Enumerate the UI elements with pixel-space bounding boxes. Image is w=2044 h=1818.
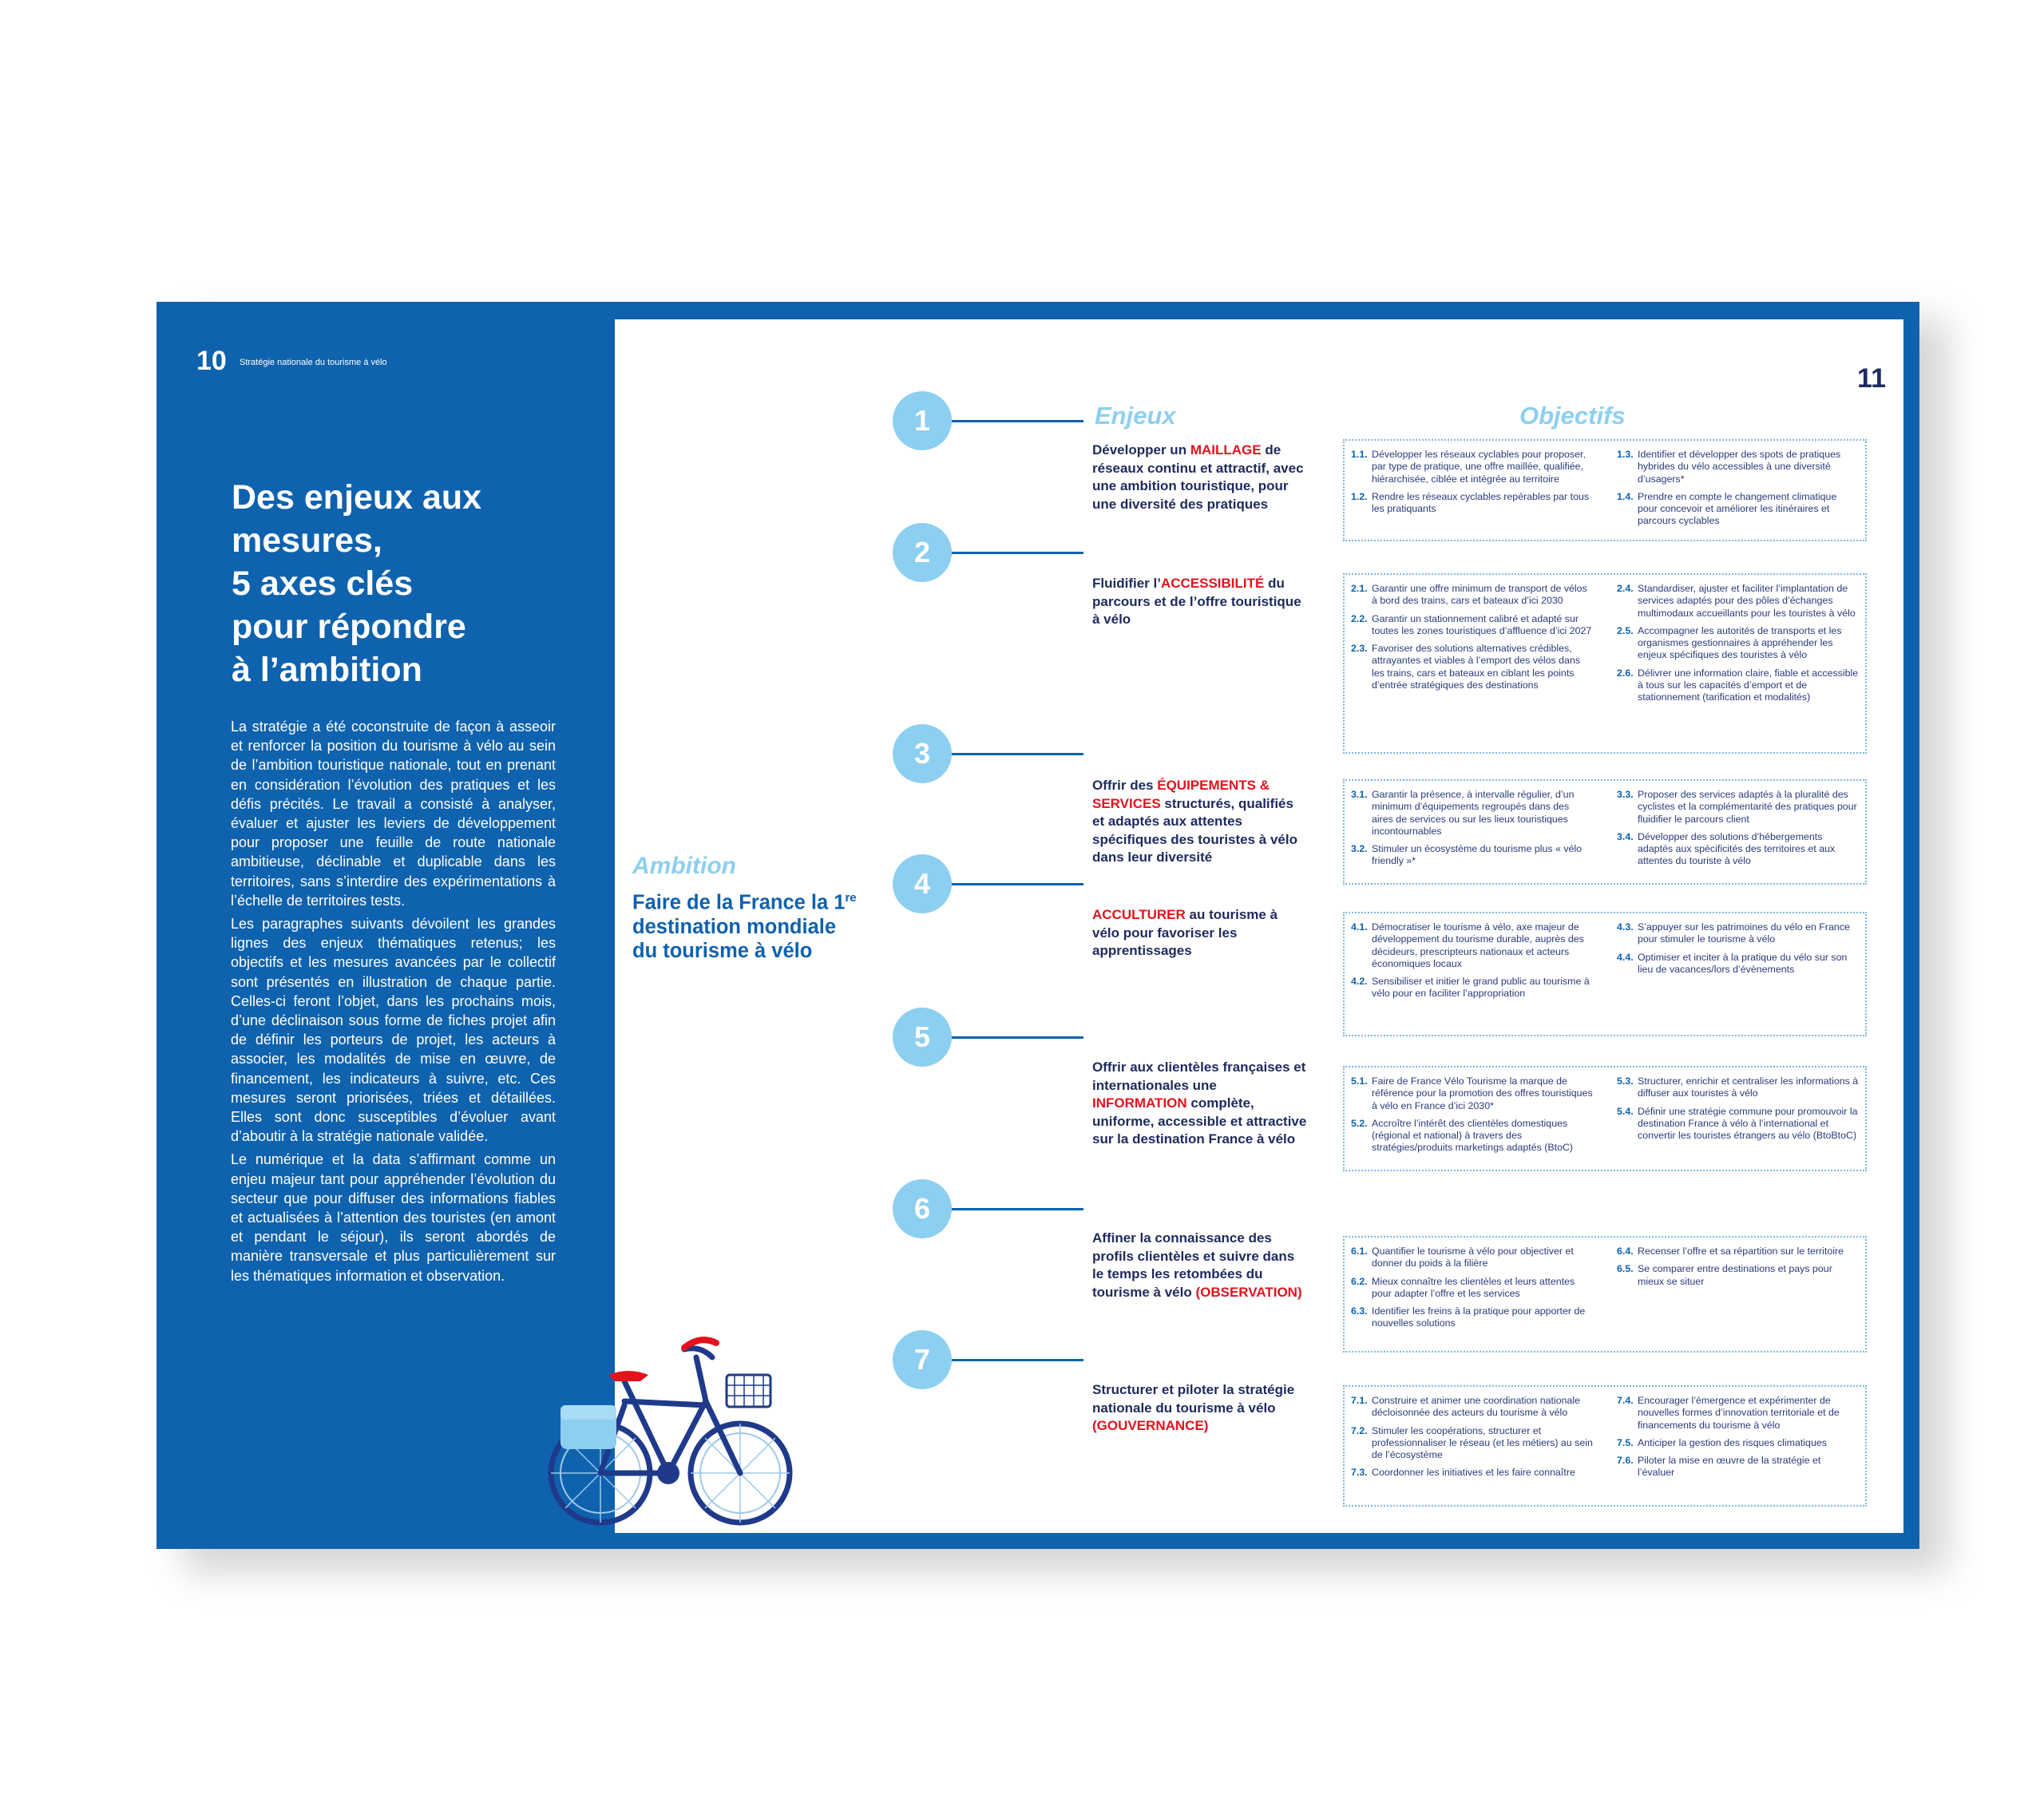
objectifs-column [1617, 789, 1859, 878]
objectifs-column [1617, 1246, 1859, 1346]
objectif-number: 2.3. [1351, 643, 1368, 655]
objectif-item [1351, 1276, 1593, 1301]
ambition-heading: Ambition [632, 853, 736, 879]
enjeu-keyword: (GOUVERNANCE) [1092, 1418, 1209, 1433]
page-title [232, 476, 567, 691]
objectif-text: Démocratiser le tourisme à vélo, axe majeur de développement du tourisme durable, auprès des décideurs, prescripteurs nationaux et acteurs économiques locaux [1372, 921, 1584, 969]
axis-number-circle: 2 [893, 523, 952, 582]
objectif-item [1617, 952, 1859, 976]
enjeu-text-part: Offrir des [1092, 778, 1158, 793]
objectif-text: Identifier et développer des spots de pratiques hybrides du vélo accessibles à une diversité d’usagers* [1638, 449, 1841, 485]
brochure-spread [156, 302, 1919, 1549]
objectif-item [1617, 831, 1859, 868]
objectif-text: Accroître l’intérêt des clientèles domestiques (régional et national) à travers des stratégies/produits marketings adaptés (BtoC) [1372, 1117, 1574, 1154]
axis-number-circle: 6 [893, 1179, 952, 1238]
objectif-item [1351, 1425, 1593, 1462]
objectif-item [1351, 789, 1593, 838]
objectif-text: Construire et animer une coordination nationale décloisonnée des acteurs du tourisme à vélo [1372, 1395, 1581, 1419]
objectif-item [1351, 449, 1593, 485]
objectif-text: Favoriser des solutions alternatives crédibles, attrayantes et viables à l’emport des vélos dans les trains, cars et bateaux en ciblant les points d’entrée stratégiques des destinations [1372, 643, 1581, 691]
objectif-number: 7.1. [1351, 1395, 1368, 1406]
objectif-number: 1.4. [1617, 490, 1634, 502]
axis-connector-line [952, 883, 1083, 885]
objectif-number: 5.3. [1617, 1075, 1634, 1087]
body-text [231, 717, 556, 1289]
objectif-item [1351, 976, 1593, 1000]
axis-number-circle: 4 [893, 854, 952, 913]
objectif-text: Recenser l’offre et sa répartition sur le territoire [1638, 1246, 1844, 1257]
objectif-text: Coordonner les initiatives et les faire connaître [1372, 1467, 1575, 1479]
objectifs-box [1343, 1236, 1867, 1353]
enjeu-text-part: Structurer et piloter la stratégie nationale du tourisme à vélo [1092, 1382, 1295, 1416]
objectif-number: 4.4. [1617, 951, 1634, 963]
enjeu-text [1092, 777, 1308, 867]
objectif-number: 3.2. [1351, 843, 1368, 855]
objectifs-heading: Objectifs [1519, 402, 1626, 430]
objectif-item [1617, 1246, 1859, 1258]
objectif-number: 6.5. [1617, 1263, 1634, 1275]
paragraph: Les paragraphes suivants dévoilent les grandes lignes des enjeux thématiques retenus; les objectifs et les mesures avancées par le collectif sont présentés en illustration de chaque partie. Celles-ci feront l’objet, dans les prochains mois, d’une déclinaison sous forme de fiches projet afin de définir les porteurs de projet, les acteurs à associer, les modalités de mise en œuvre, de financement, les indicateurs à suivre, etc. Ces mesures seront priorisées, triées et détaillées. Elles sont donc susceptibles d’évoluer avant d’aboutir à la stratégie nationale validée. [231, 916, 556, 1145]
objectif-number: 2.1. [1351, 583, 1368, 594]
objectif-text: Développer les réseaux cyclables pour proposer, par type de pratique, une offre maillée, qualifiée, hiérarchisée, ciblée et intégrée au territoire [1372, 449, 1586, 485]
objectif-text: Rendre les réseaux cyclables repérables par tous les pratiquants [1372, 490, 1590, 515]
objectif-text: Encourager l’émergence et expérimenter de nouvelles formes d’innovation territoriale et de financements du tourisme à vélo [1638, 1395, 1840, 1431]
objectif-number: 5.2. [1351, 1117, 1368, 1129]
objectif-text: Développer des solutions d’hébergements adaptés aux spécificités des territoires et aux attentes du touriste à vélo [1638, 830, 1836, 867]
objectifs-column [1617, 449, 1859, 535]
running-title: Stratégie nationale du tourisme à vélo [240, 358, 387, 367]
objectif-number: 1.3. [1617, 449, 1634, 460]
enjeu-text-part: structurés, qualifiés et adaptés aux attentes spécifiques des touristes à vélo dans leur diversité [1092, 795, 1297, 865]
objectif-number: 6.3. [1351, 1305, 1368, 1317]
enjeu-keyword: MAILLAGE [1190, 442, 1262, 457]
objectif-item [1617, 583, 1859, 620]
objectif-number: 1.2. [1351, 490, 1368, 502]
enjeu-text-part: de réseaux continu et attractif, avec une ambition touristique, pour une diversité des pratiques [1092, 442, 1304, 512]
objectif-text: Stimuler un écosystème du tourisme plus « vélo friendly »* [1372, 843, 1583, 867]
objectif-number: 3.4. [1617, 830, 1634, 842]
ambition-text-start: Faire de la France la 1 [632, 891, 846, 914]
objectifs-box [1343, 1385, 1867, 1507]
objectif-number: 7.5. [1617, 1436, 1634, 1448]
ambition-superscript: re [845, 891, 857, 905]
objectif-item [1351, 583, 1593, 608]
objectif-item [1351, 491, 1593, 516]
objectif-text: Stimuler les coopérations, structurer et professionnaliser le réseau (et les métiers) au sein de l’écosystème [1372, 1424, 1593, 1461]
objectif-item [1617, 449, 1859, 485]
objectifs-column [1351, 1246, 1593, 1346]
objectifs-column [1617, 921, 1859, 1030]
objectif-item [1617, 1263, 1859, 1288]
objectif-number: 3.1. [1351, 789, 1368, 800]
objectif-text: Sensibiliser et initier le grand public au tourisme à vélo pour en faciliter l’appropriation [1372, 976, 1590, 1000]
objectifs-box [1343, 912, 1867, 1036]
objectif-text: Garantir une offre minimum de transport de vélos à bord des trains, cars et bateaux d’ici 2030 [1372, 583, 1587, 607]
objectifs-column [1351, 583, 1593, 747]
objectif-number: 2.2. [1351, 612, 1368, 624]
enjeu-text-part: Affiner la connaissance des profils clientèles et suivre dans le temps les retombées du tourisme à vélo [1092, 1230, 1295, 1300]
objectifs-column [1351, 789, 1593, 878]
enjeu-text [1092, 906, 1308, 960]
objectif-item [1351, 1467, 1593, 1479]
objectif-text: Garantir la présence, à intervalle régulier, d’un minimum d’équipements regroupés dans des aires de services ou sur les lieux touristiques incontournables [1372, 789, 1575, 837]
ambition-text-end: destination mondiale du tourisme à vélo [632, 915, 837, 962]
enjeux-heading: Enjeux [1095, 402, 1176, 430]
objectif-item [1617, 1455, 1859, 1479]
objectif-number: 3.3. [1617, 789, 1634, 800]
paragraph: La stratégie a été coconstruite de façon à asseoir et renforcer la position du tourisme à vélo au sein de l’ambition touristique nationale, tout en prenant en considération l’évolution des pratiques et les défis précités. Le travail a consisté à analyser, évaluer et ajuster les leviers de développement pour proposer une feuille de route nationale ambitieuse, déclinable et duplicable dans les territoires, sans s’interdire des expérimentations à l’échelle de territoires tests. [231, 719, 556, 909]
objectif-text: Faire de France Vélo Tourisme la marque de référence pour la promotion des offres touristiques à vélo en France d’ici 2030* [1372, 1075, 1593, 1111]
axis-number-circle: 5 [893, 1008, 952, 1067]
objectifs-column [1351, 449, 1593, 535]
paragraph: Le numérique et la data s’affirmant comme un enjeu majeur tant pour appréhender l’évolution du secteur que pour diffuser des informations fiables et actualisées à l’attention des touristes (en amont et pendant le séjour), ils seront abordés de manière transversale et plus particulièrement sur les thématiques information et observation. [231, 1151, 556, 1284]
objectif-item [1617, 1075, 1859, 1100]
objectif-number: 2.6. [1617, 667, 1634, 679]
title-line: pour répondre [232, 608, 466, 646]
objectif-text: Mieux connaître les clientèles et leurs attentes pour adapter l’offre et les services [1372, 1275, 1575, 1299]
enjeu-text [1092, 575, 1308, 629]
enjeu-keyword: (OBSERVATION) [1195, 1284, 1302, 1300]
enjeu-text-part: Développer un [1092, 442, 1190, 457]
ambition-statement [632, 886, 864, 963]
enjeu-text-part: du parcours et de l’offre touristique à vélo [1092, 576, 1301, 627]
objectif-item [1617, 625, 1859, 662]
axis-connector-line [952, 1036, 1083, 1039]
objectif-item [1617, 789, 1859, 826]
objectif-text: Proposer des services adaptés à la pluralité des cyclistes et la complémentarité des pratiques pour fluidifier le parcours client [1638, 789, 1857, 825]
objectifs-box [1343, 1066, 1867, 1171]
objectifs-column [1617, 1075, 1859, 1165]
objectif-number: 7.3. [1351, 1467, 1368, 1479]
enjeu-text [1092, 1059, 1308, 1149]
objectif-number: 5.4. [1617, 1105, 1634, 1117]
enjeu-text-part: complète, uniforme, accessible et attractive sur la destination France à vélo [1092, 1095, 1307, 1147]
objectifs-box [1343, 573, 1867, 754]
title-line: mesures, [232, 521, 382, 560]
axis-connector-line [952, 1359, 1083, 1361]
objectifs-column [1351, 1075, 1593, 1165]
objectif-item [1617, 667, 1859, 704]
enjeu-keyword: ACCESSIBILITÉ [1160, 576, 1265, 591]
objectif-number: 7.6. [1617, 1455, 1634, 1467]
objectif-item [1617, 1395, 1859, 1432]
objectif-text: Anticiper la gestion des risques climatiques [1638, 1436, 1827, 1448]
objectif-text: Identifier les freins à la pratique pour apporter de nouvelles solutions [1372, 1305, 1586, 1329]
objectif-item [1351, 1395, 1593, 1420]
objectifs-column [1351, 1395, 1593, 1500]
objectif-number: 4.2. [1351, 976, 1368, 988]
objectif-number: 2.4. [1617, 583, 1634, 594]
axis-connector-line [952, 420, 1083, 422]
objectif-number: 6.1. [1351, 1246, 1368, 1257]
bicycle-illustration [529, 1325, 816, 1533]
title-line: à l’ambition [232, 651, 422, 689]
axis-connector-line [952, 753, 1083, 755]
objectif-text: S’appuyer sur les patrimoines du vélo en France pour stimuler le tourisme à vélo [1638, 921, 1850, 945]
axis-connector-line [952, 552, 1083, 554]
enjeu-keyword: ACCULTURER [1092, 907, 1186, 922]
enjeu-text-part: au tourisme à vélo pour favoriser les apprentissages [1092, 907, 1278, 958]
objectif-text: Structurer, enrichir et centraliser les informations à diffuser aux touristes à vélo [1638, 1075, 1859, 1099]
objectif-text: Piloter la mise en œuvre de la stratégie et l’évaluer [1638, 1455, 1821, 1479]
enjeu-keyword: ÉQUIPEMENTS & SERVICES [1092, 778, 1270, 811]
objectif-item [1351, 1118, 1593, 1155]
enjeu-text-part: Offrir aux clientèles françaises et internationales une [1092, 1060, 1306, 1093]
objectif-text: Accompagner les autorités de transports et les organismes gestionnaires à appréhender les enjeux spécifiques des touristes à vélo [1638, 624, 1842, 661]
objectif-item [1617, 1106, 1859, 1143]
objectif-item [1617, 1437, 1859, 1449]
objectif-number: 6.4. [1617, 1246, 1634, 1257]
page-number-left: 10 [196, 346, 227, 376]
objectif-item [1351, 1075, 1593, 1112]
objectif-item [1617, 921, 1859, 946]
objectif-item [1351, 613, 1593, 638]
objectif-text: Se comparer entre destinations et pays pour mieux se situer [1638, 1263, 1832, 1287]
objectif-number: 7.4. [1617, 1395, 1634, 1406]
objectifs-column [1351, 921, 1593, 1030]
objectif-text: Standardiser, ajuster et faciliter l’implantation de services adaptés pour des pôles d’échanges multimodaux accueillants pour les touristes à vélo [1638, 583, 1856, 619]
axis-number-circle: 1 [893, 391, 952, 450]
objectif-item [1351, 921, 1593, 970]
title-line: 5 axes clés [232, 564, 414, 603]
objectif-text: Délivrer une information claire, fiable et accessible à tous sur les capacités d’emport et de stationnement (tarification et modalités) [1638, 667, 1859, 703]
objectif-number: 7.2. [1351, 1424, 1368, 1436]
objectif-text: Garantir un stationnement calibré et adapté sur toutes les zones touristiques d’affluence d’ici 2027 [1372, 612, 1592, 636]
objectifs-column [1617, 583, 1859, 747]
axis-number-circle: 7 [893, 1330, 952, 1389]
objectif-text: Prendre en compte le changement climatique pour concevoir et améliorer les itinéraires et parcours cyclables [1638, 490, 1837, 527]
enjeu-text-part: Fluidifier l’ [1092, 576, 1161, 591]
objectifs-box [1343, 439, 1867, 541]
objectif-text: Quantifier le tourisme à vélo pour objectiver et donner du poids à la filière [1372, 1246, 1574, 1269]
enjeu-keyword: INFORMATION [1092, 1095, 1187, 1111]
objectifs-column [1617, 1395, 1859, 1500]
axis-connector-line [952, 1208, 1083, 1210]
enjeu-text [1092, 442, 1308, 513]
enjeu-text [1092, 1230, 1308, 1301]
objectif-number: 5.1. [1351, 1075, 1368, 1087]
title-line: Des enjeux aux [232, 478, 482, 517]
objectif-number: 6.2. [1351, 1275, 1368, 1287]
axis-number-circle: 3 [893, 724, 952, 783]
objectif-number: 4.3. [1617, 921, 1634, 933]
objectif-number: 4.1. [1351, 921, 1368, 933]
objectif-number: 1.1. [1351, 449, 1368, 460]
objectif-item [1351, 643, 1593, 691]
objectif-text: Définir une stratégie commune pour promouvoir la destination France à vélo à l’international et convertir les touristes étrangers au vélo (BtoBtoC) [1638, 1105, 1858, 1142]
page-number-right: 11 [1857, 363, 1886, 394]
objectif-item [1617, 491, 1859, 528]
objectif-item [1351, 843, 1593, 868]
enjeu-text [1092, 1381, 1308, 1436]
objectif-number: 2.5. [1617, 624, 1634, 636]
objectif-text: Optimiser et inciter à la pratique du vélo sur son lieu de vacances/lors d’évènements [1638, 951, 1848, 975]
objectifs-box [1343, 779, 1867, 885]
objectif-item [1351, 1246, 1593, 1270]
objectif-item [1351, 1305, 1593, 1330]
